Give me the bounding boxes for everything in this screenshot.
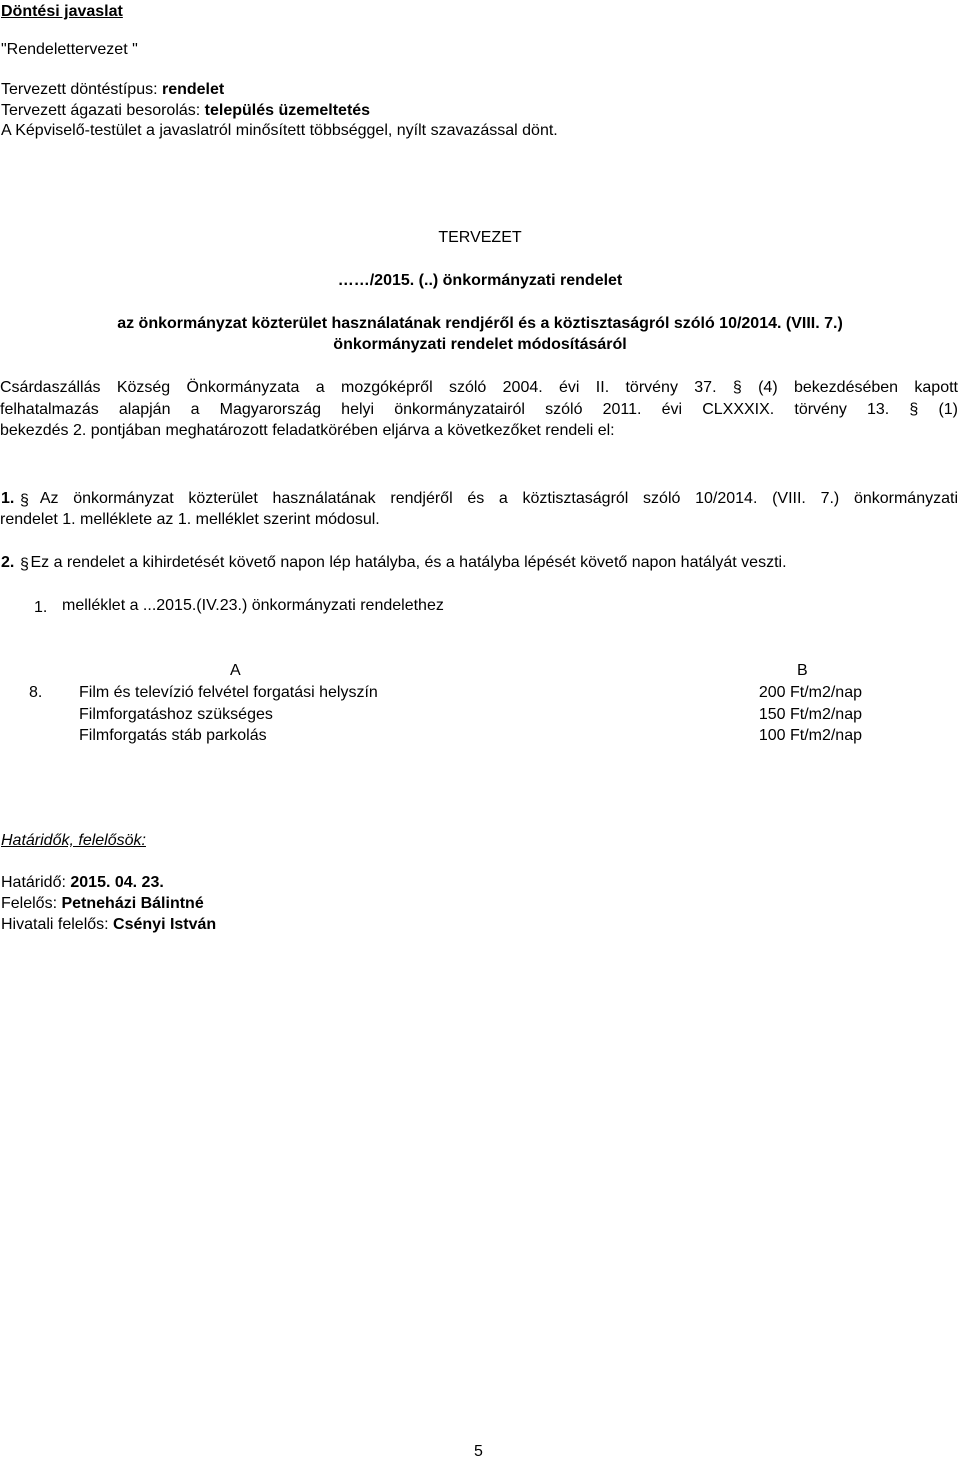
draft-label: "Rendelettervezet " [1, 41, 138, 58]
office-responsible-value: Csényi István [113, 916, 217, 933]
deadline-value: 2015. 04. 23. [70, 874, 164, 891]
table-row-value: 200 Ft/m2/nap [758, 684, 862, 701]
column-header-a: A [230, 662, 241, 679]
deadline-line: Határidő: 2015. 04. 23. [1, 874, 164, 891]
table-row-label: Filmforgatáshoz szükséges [79, 706, 273, 723]
deadlines-heading: Határidők, felelősök: [1, 832, 146, 849]
annex-title: melléklet a ...2015.(IV.23.) önkormányzati rendelethez [62, 597, 444, 614]
section-1-line-1: § Az önkormányzat közterület használatának rendjéről és a köztisztaságról szóló 10/2014. (VIII. 7.) önkormányzati [20, 490, 958, 508]
office-responsible-line: Hivatali felelős: Csényi István [1, 916, 217, 933]
decision-type-value: rendelet [161, 81, 225, 98]
section-2-number: 2. [1, 554, 15, 571]
section-2-line-1: § Ez a rendelet a kihirdetését követő napon lép hatályba, és a hatályba lépését követő napon hatályát veszti. [20, 554, 787, 572]
regulation-subject-line-1: az önkormányzat közterület használatának rendjéről és a köztisztaságról szóló 10/2014. (VIII. 7.) [117, 315, 843, 332]
section-1-line-2: rendelet 1. melléklete az 1. melléklet szerint módosul. [0, 511, 380, 528]
regulation-subject-line-2: önkormányzati rendelet módosításáról [333, 336, 627, 353]
draft-heading: TERVEZET [438, 229, 522, 246]
decision-type-label: Tervezett döntéstípus: [1, 81, 162, 98]
regulation-number-line: ……/2015. (..) önkormányzati rendelet [337, 272, 623, 289]
document-title: Döntési javaslat [1, 3, 123, 20]
page-number: 5 [474, 1443, 483, 1460]
responsible-value: Petneházi Bálintné [61, 895, 204, 912]
vote-text: A Képviselő-testület a javaslatról minősített többséggel, nyílt szavazással dönt. [1, 122, 558, 139]
preamble-line-1: Csárdaszállás Község Önkormányzata a mozgóképről szóló 2004. évi II. törvény 37. § (4) bekezdésében kapott [0, 379, 958, 396]
table-row-label: Filmforgatás stáb parkolás [79, 727, 267, 744]
preamble-line-3: bekezdés 2. pontjában meghatározott feladatkörében eljárva a következőket rendeli el: [0, 422, 615, 439]
annex-number: 1. [34, 599, 48, 616]
responsible-line: Felelős: Petneházi Bálintné [1, 895, 204, 912]
sector-value: település üzemeltetés [204, 102, 371, 119]
table-row-value: 100 Ft/m2/nap [758, 727, 862, 744]
paragraph-sign-icon [20, 556, 26, 570]
decision-type-line [1, 81, 224, 99]
table-row-label: Film és televízió felvétel forgatási helyszín [79, 684, 378, 701]
preamble-line-2: felhatalmazás alapján a Magyarország helyi önkormányzatairól szóló 2011. évi CLXXXIX. törvény 13. § (1) [0, 401, 958, 418]
paragraph-sign-icon [20, 492, 26, 506]
column-header-b: B [797, 662, 808, 679]
sector-line [1, 102, 370, 120]
table-row-number: 8. [29, 684, 43, 701]
table-row-value: 150 Ft/m2/nap [758, 706, 862, 723]
sector-label: Tervezett ágazati besorolás: [1, 102, 205, 119]
section-1-number: 1. [1, 490, 15, 507]
